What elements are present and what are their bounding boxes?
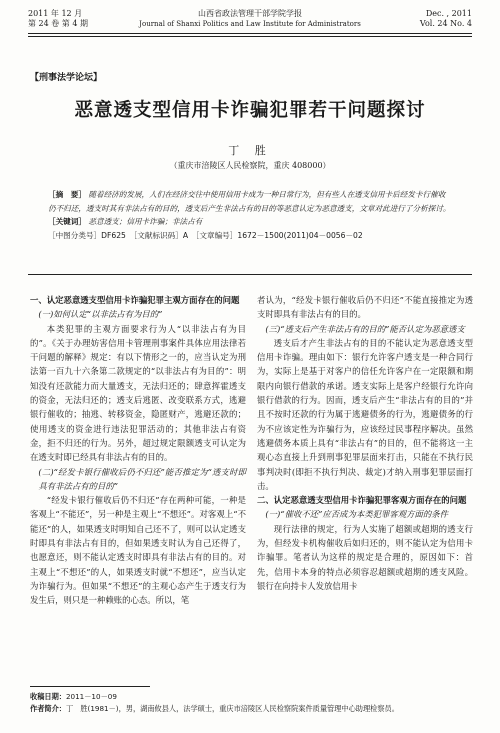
journal-name-block (28, 9, 472, 29)
left-column (30, 293, 246, 608)
article-title: 恶意透支型信用卡诈骗犯罪若干问题探讨 (74, 100, 426, 121)
section-tag: 【刑事法学论坛】 (30, 73, 103, 83)
author-name: 丁 胜 (228, 144, 272, 157)
author-bio-label: 作者简介： (30, 704, 66, 713)
keywords-line (48, 215, 452, 229)
body-paragraph: 现行法律的规定，行为人实施了超额或超期的透支行为，但经发卡机构催收后如归还的，则不能认定为信用卡诈骗罪。笔者认为这样的规定是合理的，原因如下：首先，信用卡本身的特点必须容忍超额或超期的透支风险。银行在向持卡人发放信用卡 (257, 523, 473, 591)
abstract-paragraph (48, 188, 452, 215)
abstract-block (48, 188, 452, 242)
body-paragraph-continued: 者认为，“经发卡银行催收后仍不归还”不能直接推定为透支时即具有非法占有的目的。 (257, 295, 473, 320)
volume-issue: 第 24 卷 第 4 期 (28, 19, 88, 28)
classification-line: ［中图分类号］DF625 ［文献标识码］A ［文章编号］1672－1500(2011)04－0056－02 (48, 230, 363, 240)
issue-date: 2011 年 12 月 (28, 9, 83, 18)
keywords-label: ［关键词］ (48, 217, 86, 226)
subsection-heading: (一)“催收不还”应否成为本类犯罪客观方面的条件 (265, 509, 448, 520)
keywords-text: 恶意透支；信用卡诈骗；非法占有 (88, 217, 203, 226)
author-bio: 丁 胜(1981－)，男，湖南攸县人，法学硕士，重庆市涪陵区人民检察院案件质量管理中心助理检察员。 (65, 704, 399, 713)
header-rule-thick (28, 33, 472, 34)
author-bio-line (30, 703, 472, 715)
subsection-heading: (一)如何认定“以非法占有为目的” (38, 309, 163, 320)
header-rule-thin (28, 36, 472, 37)
footnote-block (30, 691, 472, 715)
footnote-rule (30, 686, 150, 687)
received-label: 收稿日期： (30, 692, 66, 701)
received-date-line (30, 691, 472, 703)
journal-name-en: Journal of Shanxi Politics and Law Institute for Administrators (139, 20, 361, 28)
section-heading: 一、认定恶意透支型信用卡诈骗犯罪主观方面存在的问题 (30, 295, 240, 305)
subsection-heading: (三)“透支后产生非法占有的目的”能否认定为恶意透支 (265, 323, 465, 334)
body-paragraph: “经发卡银行催收后仍不归还”存在两种可能，一种是客观上“不能还”，另一种是主观上“不想还”。对客观上“不能还”的人，如果透支时明知自己还不了，则可以认定透支时即具有非法占有目的，但如果透支时认为自己还得了，也愿意还，则不能认定透支时即具有非法占有的目的。对主观上“不想还”的人，如果透支时就“不想还”，应当认定为诈骗行为。但如果“不想还”的主观心态产生于透支行为发生后，则只是一种赖账的心态。所以，笔 (30, 495, 246, 606)
subsection-heading: (二)“经发卡银行催收后仍不归还”能否推定为“透支时即具有非法占有的目的” (38, 466, 246, 491)
abstract-separator (28, 274, 472, 275)
abstract-text: 随着经济的发展，人们在经济交往中使用信用卡成为一种日常行为，但有些人在透支信用卡后经发卡行催收仍不归还，透支时其有非法占有的目的，透支后产生非法占有的目的等恶意认定为恶意透支，文章对此进行了分析探讨。 (48, 190, 451, 213)
issue-date-en-block (420, 9, 472, 29)
volume-issue-en: Vol. 24 No. 4 (419, 19, 472, 28)
journal-name-cn: 山西省政法管理干部学院学报 (198, 9, 302, 18)
body-paragraph: 透支后才产生非法占有的目的不能认定为恶意透支型信用卡诈骗。理由如下：银行允许客户透支是一种合同行为，实际上是基于对客户的信任允许客户在一定限额和期限内向银行借款的承诺。透支实际上是客户经银行允许向银行借款的行为。因而，透支后产生“非法占有的目的”并且不按时还款的行为属于逃避债务的行为，逃避债务的行为不应该定性为诈骗行为，应该经过民事程序解决。虽然逃避债务本质上具有“非法占有”的目的，但不能将这一主观心态直接上升到刑事犯罪层面来打击，只能在不执行民事判决时(即拒不执行判决、裁定)才纳入刑事犯罪层面打击。 (257, 337, 473, 491)
received-date: 2011－10－09 (65, 692, 117, 701)
right-column (257, 293, 473, 593)
abstract-label: ［摘 要］ (48, 190, 86, 199)
issue-date-en: Dec. , 2011 (425, 9, 472, 18)
author-affiliation: （重庆市涪陵区人民检察院，重庆 408000） (169, 161, 331, 170)
body-paragraph: 本类犯罪的主观方面要求行为人“以非法占有为目的”。《关于办理妨害信用卡管理刑事案件具体应用法律若干问题的解释》规定：有以下情形之一的，应当认定为刑法第一百九十六条第二款规定的“以非法占有为目的”：明知没有还款能力而大量透支，无法归还的；肆意挥霍透支的资金，无法归还的；透支后逃匿、改变联系方式，逃避银行催收的；抽逃、转移资金，隐匿财产，逃避还款的；使用透支的资金进行违法犯罪活动的；其他非法占有资金，拒不归还的行为。另外，超过规定限额透支可认定为在透支时即已经具有非法占有的目的。 (30, 323, 246, 463)
section-heading: 二、认定恶意透支型信用卡诈骗犯罪客观方面存在的问题 (257, 495, 467, 506)
